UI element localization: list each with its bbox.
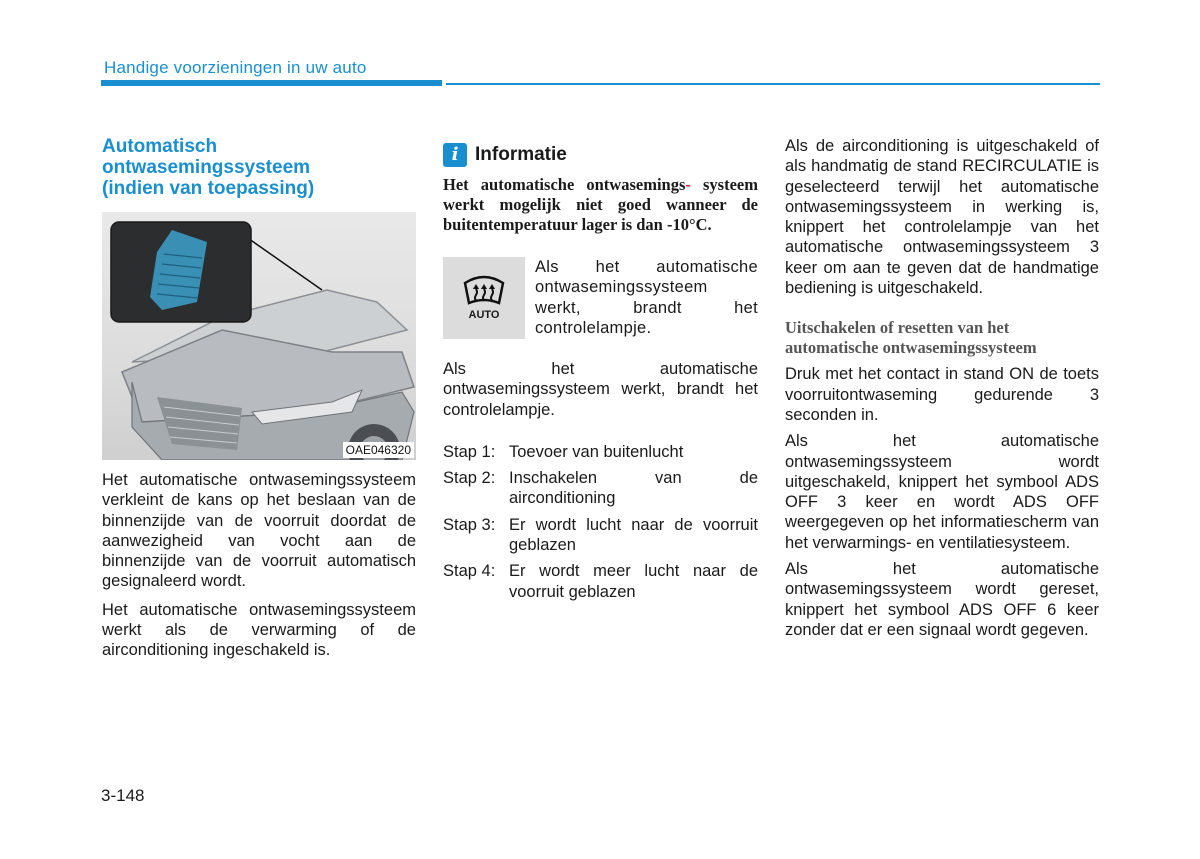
paragraph-ads-off: Als het automatische ontwasemingssysteem wordt uitgeschakeld, knippert het symbool ADS OFF 3 keer en wordt ADS OFF weergegeven op het informatiescherm van het verwarmings- en ventilatiesysteem. <box>785 432 1099 552</box>
step-label: Stap 2: <box>443 469 496 488</box>
page-header-title: Handige voorzieningen in uw auto <box>104 58 367 77</box>
indicator-lamp-row <box>443 257 758 339</box>
step-label: Stap 4: <box>443 562 496 581</box>
step-text: Er wordt meer lucht naar de voorruit geblazen <box>509 562 758 601</box>
step-item <box>443 442 758 462</box>
info-icon: i <box>443 143 467 167</box>
paragraph-press-button: Druk met het contact in stand ON de toets voorruitontwaseming gedurende 3 seconden in. <box>785 365 1099 424</box>
step-text: Toevoer van buitenlucht <box>509 442 684 461</box>
header-accent-bar <box>101 80 442 86</box>
header-rule <box>446 83 1100 85</box>
defrost-auto-label: AUTO <box>468 309 500 321</box>
paragraph-lamp-on: Als het automatische ontwasemingssysteem werkt, brandt het controlelampje. <box>443 360 758 419</box>
info-header <box>443 143 758 167</box>
car-windshield-figure <box>102 212 416 460</box>
paragraph-condition: Het automatische ontwasemingssysteem werkt als de verwarming of de airconditioning ingeschakeld is. <box>102 600 416 660</box>
step-text: Er wordt lucht naar de voorruit geblazen <box>509 515 758 555</box>
heading-line-1: Automatisch <box>102 136 218 157</box>
figure-code: OAE046320 <box>343 442 414 458</box>
info-text-part1: Het automatische ontwasemings <box>443 175 686 194</box>
lamp-description: Als het automatische ontwasemingssysteem werkt, brandt het controlelampje. <box>535 258 758 337</box>
step-item <box>443 515 758 556</box>
section-heading <box>102 136 416 199</box>
step-item <box>443 468 758 509</box>
info-text-part2: systeem werkt mogelijk niet goed wanneer de buitentemperatuur lager is dan -10°C. <box>443 175 758 234</box>
defrost-auto-icon <box>443 257 525 339</box>
paragraph-blink-info: Als de airconditioning is uitgeschakeld of als handmatig de stand RECIRCULATIE is geselecteerd terwijl het automatische ontwasemingssysteem in werking is, knippert het controlelampje van het automatische ontwasemingssysteem 3 keer om aan te geven dat de handmatige bediening is uitgeschakeld. <box>785 137 1099 298</box>
column-middle <box>443 143 758 608</box>
steps-list <box>443 442 758 602</box>
info-hyphen: - <box>685 175 691 194</box>
column-left <box>102 136 416 661</box>
paragraph-reset: Als het automatische ontwasemingssysteem wordt gereset, knippert het symbool ADS OFF 6 keer zonder dat er een signaal wordt gegeven. <box>785 560 1099 639</box>
column-right <box>785 136 1099 640</box>
page-number: 3-148 <box>101 786 145 805</box>
subheading-reset <box>785 318 1099 358</box>
info-title: Informatie <box>475 144 567 165</box>
step-label: Stap 3: <box>443 515 496 534</box>
info-text <box>443 175 758 235</box>
car-illustration <box>102 212 416 460</box>
step-text: Inschakelen van de airconditioning <box>509 469 758 508</box>
subheading-line-2: automatische ontwasemingssysteem <box>785 338 1037 358</box>
paragraph-intro: Het automatische ontwasemingssysteem verkleint de kans op het beslaan van de binnenzijde van de voorruit doordat de aanwezigheid van vocht aan de binnenzijde van de voorruit automatisch gesignaleerd wordt. <box>102 471 416 591</box>
subheading-line-1: Uitschakelen of resetten van het <box>785 318 1010 338</box>
heading-line-2: ontwasemingssysteem <box>102 157 311 178</box>
step-label: Stap 1: <box>443 442 496 461</box>
heading-line-3: (indien van toepassing) <box>102 178 315 199</box>
step-item <box>443 561 758 602</box>
